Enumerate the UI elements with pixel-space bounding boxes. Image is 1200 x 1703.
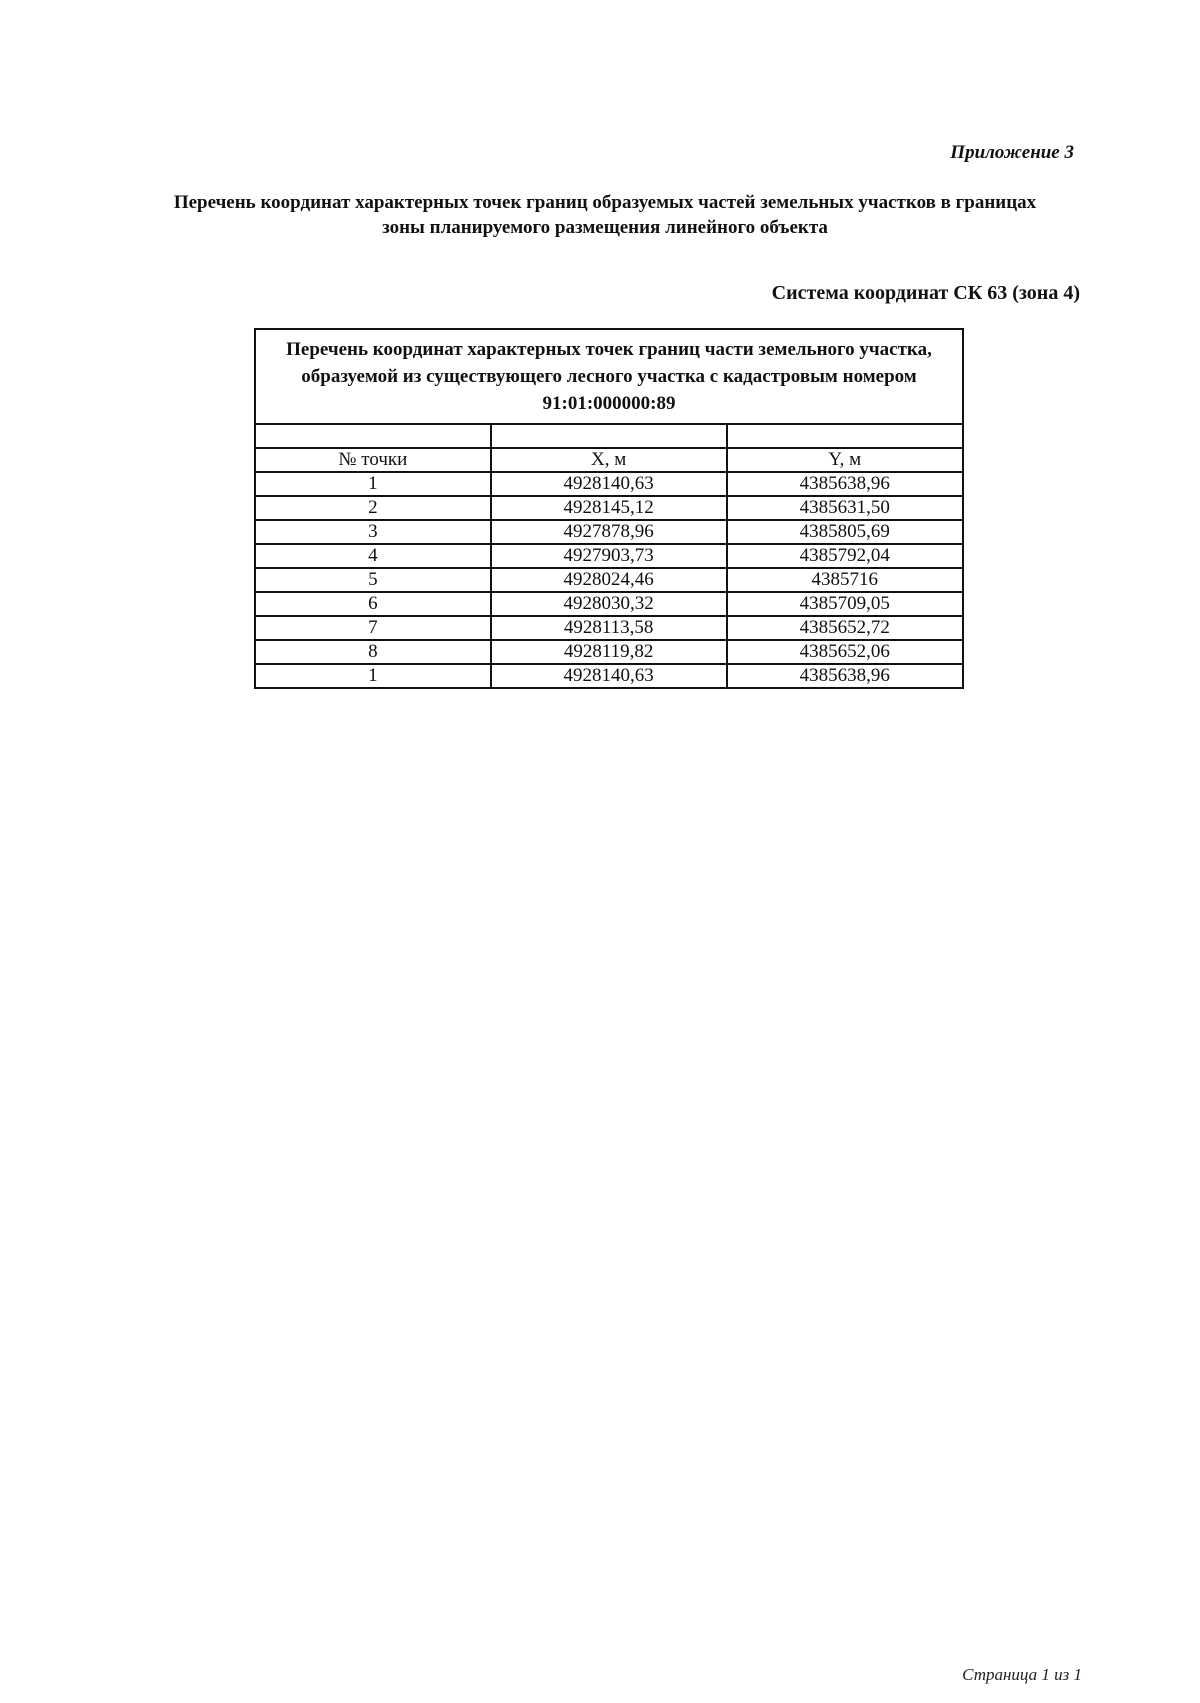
point-number-cell: 5 xyxy=(255,568,491,592)
y-coordinate-cell: 4385652,72 xyxy=(727,616,964,640)
table-caption xyxy=(255,329,963,424)
column-header-y: Y, м xyxy=(727,448,964,472)
coordinates-table xyxy=(254,328,964,689)
blank-cell xyxy=(727,424,964,448)
table-row xyxy=(255,520,963,544)
table-row xyxy=(255,616,963,640)
point-number-cell: 6 xyxy=(255,592,491,616)
table-blank-row xyxy=(255,424,963,448)
x-coordinate-cell: 4928145,12 xyxy=(491,496,727,520)
heading-line-2: зоны планируемого размещения линейного объекта xyxy=(382,217,828,238)
point-number-cell: 1 xyxy=(255,664,491,688)
caption-line-3: 91:01:000000:89 xyxy=(542,393,676,414)
x-coordinate-cell: 4928119,82 xyxy=(491,640,727,664)
point-number-cell: 7 xyxy=(255,616,491,640)
table-caption-row xyxy=(255,329,963,424)
coordinate-system-label: Система координат СК 63 (зона 4) xyxy=(771,282,1080,304)
column-header-point: № точки xyxy=(255,448,491,472)
appendix-label: Приложение 3 xyxy=(950,142,1074,163)
y-coordinate-cell: 4385805,69 xyxy=(727,520,964,544)
page-number-footer: Страница 1 из 1 xyxy=(962,1665,1082,1684)
table-row xyxy=(255,544,963,568)
point-number-cell: 1 xyxy=(255,472,491,496)
blank-cell xyxy=(255,424,491,448)
point-number-cell: 2 xyxy=(255,496,491,520)
document-heading xyxy=(130,190,1080,240)
x-coordinate-cell: 4928140,63 xyxy=(491,472,727,496)
y-coordinate-cell: 4385638,96 xyxy=(727,472,964,496)
caption-line-2: образуемой из существующего лесного участка с кадастровым номером xyxy=(301,366,917,387)
y-coordinate-cell: 4385709,05 xyxy=(727,592,964,616)
x-coordinate-cell: 4928113,58 xyxy=(491,616,727,640)
x-coordinate-cell: 4928030,32 xyxy=(491,592,727,616)
point-number-cell: 4 xyxy=(255,544,491,568)
blank-cell xyxy=(491,424,727,448)
y-coordinate-cell: 4385652,06 xyxy=(727,640,964,664)
table-row xyxy=(255,592,963,616)
y-coordinate-cell: 4385716 xyxy=(727,568,964,592)
table-row xyxy=(255,496,963,520)
x-coordinate-cell: 4927878,96 xyxy=(491,520,727,544)
y-coordinate-cell: 4385631,50 xyxy=(727,496,964,520)
table-row xyxy=(255,568,963,592)
x-coordinate-cell: 4928140,63 xyxy=(491,664,727,688)
heading-line-1: Перечень координат характерных точек границ образуемых частей земельных участков в границах xyxy=(173,192,1037,213)
point-number-cell: 3 xyxy=(255,520,491,544)
caption-line-1: Перечень координат характерных точек границ части земельного участка, xyxy=(286,339,932,360)
table-header-row xyxy=(255,448,963,472)
y-coordinate-cell: 4385638,96 xyxy=(727,664,964,688)
table-row xyxy=(255,664,963,688)
y-coordinate-cell: 4385792,04 xyxy=(727,544,964,568)
x-coordinate-cell: 4928024,46 xyxy=(491,568,727,592)
x-coordinate-cell: 4927903,73 xyxy=(491,544,727,568)
point-number-cell: 8 xyxy=(255,640,491,664)
table-row xyxy=(255,640,963,664)
column-header-x: X, м xyxy=(491,448,727,472)
table-row xyxy=(255,472,963,496)
